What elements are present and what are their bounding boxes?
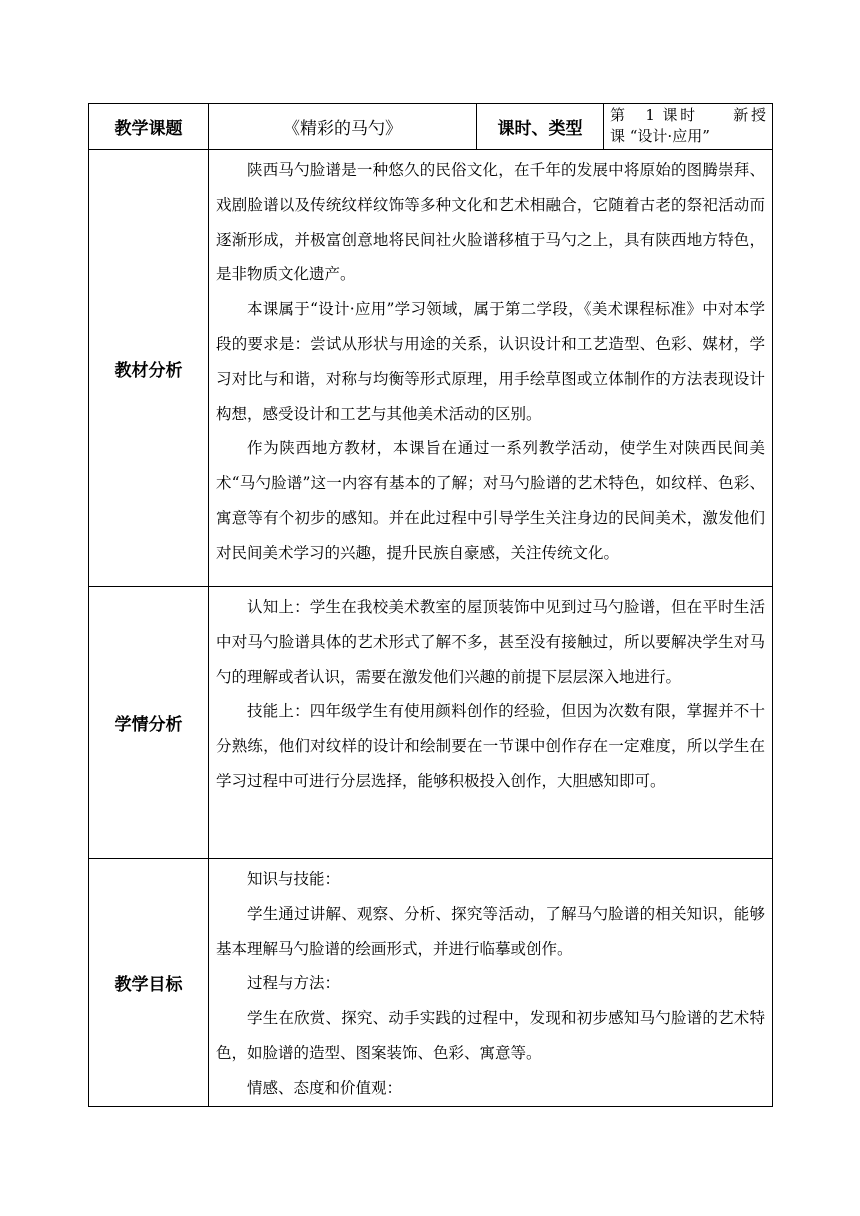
type-value-line1: 第 1 课时 新授 [610,106,766,124]
materials-paragraph-3: 作为陕西地方教材，本课旨在通过一系列教学活动，使学生对陕西民间美术“马勺脸谱”这一内容有基本的了解；对马勺脸谱的艺术特色，如纹样、色彩、寓意等有个初步的感知。并在此过程中引导学生关注身边的民间美术，激发他们对民间美术学习的兴趣，提升民族自豪感，关注传统文化。 [216,439,765,562]
students-content [209,587,773,859]
materials-label: 教材分析 [89,150,209,587]
students-label: 学情分析 [89,587,209,859]
goals-label: 教学目标 [89,859,209,1107]
goals-paragraph-process: 学生在欣赏、探究、动手实践的过程中，发现和初步感知马勺脸谱的艺术特色，如脸谱的造型、图案装饰、色彩、寓意等。 [216,1009,765,1062]
topic-label: 教学课题 [89,104,209,150]
type-value [604,104,773,150]
materials-paragraph-2: 本课属于“设计·应用”学习领域，属于第二学段，《美术课程标准》中对本学段的要求是：尝试从形状与用途的关系，认识设计和工艺造型、色彩、媒材，学习对比与和谐，对称与均衡等形式原理，用手绘草图或立体制作的方法表现设计构想，感受设计和工艺与其他美术活动的区别。 [216,300,765,423]
goals-heading-attitude: 情感、态度和价值观： [247,1078,403,1097]
type-label: 课时、类型 [477,104,604,150]
students-paragraph-2: 技能上：四年级学生有使用颜料创作的经验，但因为次数有限，掌握并不十分熟练，他们对纹样的设计和绘制要在一节课中创作存在一定难度，所以学生在学习过程中可进行分层选择，能够积极投入创作，大胆感知即可。 [216,702,765,790]
topic-value: 《精彩的马勺》 [209,104,477,150]
materials-paragraph-1: 陕西马勺脸谱是一种悠久的民俗文化，在千年的发展中将原始的图腾崇拜、戏剧脸谱以及传统纹样纹饰等多种文化和艺术相融合，它随着古老的祭祀活动而逐渐形成，并极富创意地将民间社火脸谱移植于马勺之上，具有陕西地方特色，是非物质文化遗产。 [216,161,765,284]
header-row [89,104,773,150]
students-paragraph-1: 认知上：学生在我校美术教室的屋顶装饰中见到过马勺脸谱，但在平时生活中对马勺脸谱具体的艺术形式了解不多，甚至没有接触过，所以要解决学生对马勺的理解或者认识，需要在激发他们兴趣的前提下层层深入地进行。 [216,598,765,686]
materials-content [209,150,773,587]
students-row [89,587,773,859]
goals-content [209,859,773,1107]
goals-row [89,859,773,1107]
materials-row [89,150,773,587]
lesson-plan-table [88,103,773,1107]
goals-heading-process: 过程与方法： [247,974,341,993]
goals-paragraph-knowledge: 学生通过讲解、观察、分析、探究等活动，了解马勺脸谱的相关知识，能够基本理解马勺脸谱的绘画形式，并进行临摹或创作。 [216,904,765,958]
type-value-line2: 课 “设计·应用” [610,127,710,145]
goals-heading-knowledge: 知识与技能： [247,870,341,888]
